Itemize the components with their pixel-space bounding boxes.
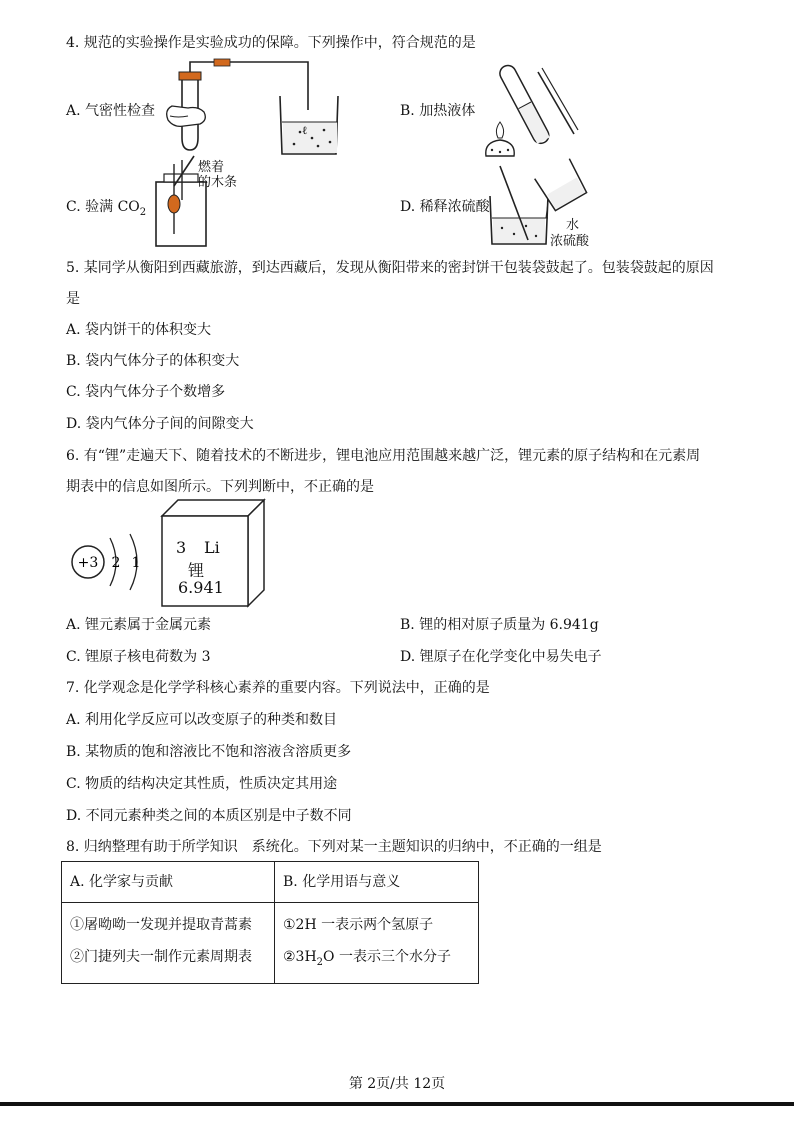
figure-airtightness-check — [160, 58, 320, 158]
q8-stem: 8. 归纳整理有助于所学知识 系统化。下列对某一主题知识的归纳中，不正确的一组是 — [66, 839, 602, 855]
cube-atomic-number: 3 — [176, 538, 187, 557]
q5-option-c: C. 袋内气体分子个数增多 — [66, 384, 226, 400]
q7-option-a: A. 利用化学反应可以改变原子的种类和数目 — [66, 712, 338, 728]
q5-option-a: A. 袋内饼干的体积变大 — [66, 322, 212, 338]
label-burning-stick — [198, 160, 237, 190]
q8-table-cell-a — [62, 903, 275, 984]
q6-option-c: C. 锂原子核电荷数为 3 — [66, 649, 211, 665]
bottom-rule — [0, 1102, 794, 1106]
label-burning-line1: 燃着 — [198, 160, 225, 175]
q4-option-c-sub: 2 — [139, 206, 147, 218]
q4-stem: 4. 规范的实验操作是实验成功的保障。下列操作中，符合规范的是 — [66, 35, 476, 51]
q8-table — [61, 861, 479, 984]
q6-stem-line1: 6. 有“锂”走遍天下、随着技术的不断进步，锂电池应用范围越来越广泛，锂元素的原子结构和在元素周 — [66, 448, 701, 464]
q6-stem-line2: 期表中的信息如图所示。下列判断中，不正确的是 — [66, 479, 374, 495]
q7-option-c: C. 物质的结构决定其性质，性质决定其用途 — [66, 776, 338, 792]
label-acid: 浓硫酸 — [550, 234, 590, 249]
cube-atomic-mass: 6.941 — [178, 578, 224, 597]
figure-heating-liquid — [470, 58, 590, 158]
q6-option-a: A. 锂元素属于金属元素 — [66, 617, 212, 633]
q8-table-header-a: A. 化学家与贡献 — [62, 862, 275, 903]
q8-table-header-b: B. 化学用语与意义 — [275, 862, 479, 903]
q6-option-d: D. 锂原子在化学变化中易失电子 — [400, 649, 602, 665]
label-water: 水 — [566, 218, 580, 233]
q8-b-row1: ①2H 一表示两个氢原子 — [283, 917, 434, 933]
cube-element-name: 锂 — [188, 561, 205, 580]
q8-b-row2 — [283, 941, 478, 979]
q8-table-cell-b — [275, 903, 479, 984]
label-burning-line2: 的木条 — [198, 175, 238, 190]
q4-option-d: D. 稀释浓硫酸 — [400, 199, 490, 215]
q4-option-a: A. 气密性检查 — [66, 103, 156, 119]
lithium-atom-diagram — [66, 520, 156, 600]
q4-option-b: B. 加热液体 — [400, 103, 476, 119]
page-number: 第 2页/共 12页 — [348, 1076, 446, 1092]
q5-option-b: B. 袋内气体分子的体积变大 — [66, 353, 240, 369]
cube-symbol: Li — [204, 538, 220, 557]
svg-text:ℓ: ℓ — [302, 124, 308, 137]
q4-option-c-text: C. 验满 CO — [66, 199, 140, 215]
q8-b-row2-suffix: O 一表示三个水分子 — [323, 949, 451, 965]
q5-stem-line1: 5. 某同学从衡阳到西藏旅游，到达西藏后，发现从衡阳带来的密封饼干包装袋鼓起了。包装袋鼓起的原因 — [66, 260, 714, 276]
q8-a-row2: ②门捷列夫一制作元素周期表 — [70, 949, 252, 965]
q7-stem: 7. 化学观念是化学学科核心素养的重要内容。下列说法中，正确的是 — [66, 680, 490, 696]
q8-b-row2-prefix: ②3H — [283, 949, 317, 965]
q6-option-b: B. 锂的相对原子质量为 6.941g — [400, 617, 599, 633]
q4-option-c — [66, 196, 146, 218]
q5-option-d: D. 袋内气体分子间的间隙变大 — [66, 416, 254, 432]
shell-1-electrons: 2 — [111, 555, 121, 571]
q8-b-row2-sub: 2 — [316, 956, 324, 968]
q8-a-row1: ①屠呦呦一发现并提取青蒿素 — [70, 917, 252, 933]
q5-stem-line2: 是 — [66, 291, 80, 307]
q7-option-d: D. 不同元素种类之间的本质区别是中子数不同 — [66, 808, 352, 824]
shell-2-electrons: 1 — [131, 555, 141, 571]
nucleus-charge: +3 — [77, 555, 99, 571]
q7-option-b: B. 某物质的饱和溶液比不饱和溶液含溶质更多 — [66, 744, 352, 760]
